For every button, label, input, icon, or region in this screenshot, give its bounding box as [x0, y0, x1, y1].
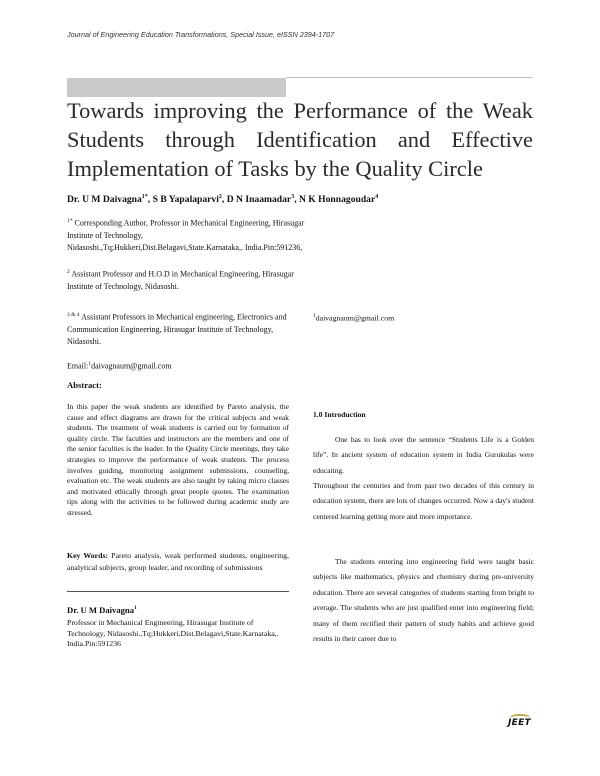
intro-paragraph-2: Throughout the centuries and from past two decades of this century in education system, there are lots of changes occurred. Now a day's student centered learning getting more and more importance.: [313, 481, 534, 521]
bio-author: [67, 605, 137, 615]
affiliation-2: [67, 266, 307, 293]
abstract-heading: Abstract:: [67, 380, 102, 390]
author-name: Dr. U M Daivagna: [67, 194, 142, 206]
logo-swoosh-icon: [510, 714, 530, 721]
keywords: [67, 550, 289, 575]
affiliation-1: [67, 215, 307, 254]
author-sep: ,: [147, 194, 153, 206]
bio-author-name: Dr. U M Daivagna: [67, 605, 134, 615]
title-line-1: Towards improving the Performance of the Weak: [67, 98, 533, 123]
affiliation-sup: 3 & 4: [67, 312, 80, 318]
affiliation-text: Assistant Professors in Mechanical engineering, Electronics and Communication Engineering, Hirasugar Institute of Technology, Nidasoshi.: [67, 312, 287, 346]
affiliation-text: Assistant Professor and H.O.D in Mechanical Engineering, Hirasugar Institute of Technology, Nidasoshi.: [67, 269, 294, 291]
contact-email: [67, 358, 307, 373]
title-line-2: Students through Identification and Effective: [67, 127, 533, 152]
journal-header: Journal of Engineering Education Transformations, Special Issue, eISSN 2394-1707: [67, 30, 335, 39]
jeet-logo: [508, 718, 534, 732]
header-band: [67, 78, 286, 97]
title-line-3: Implementation of Tasks by the Quality Circle: [67, 156, 483, 181]
keywords-text: Pareto analysis, weak performed students, engineering, analytical subjects, group leader, and recording of submissions: [67, 551, 289, 573]
affiliation-sup: 2: [67, 269, 70, 275]
author-sup: 3: [291, 194, 295, 200]
intro-paragraph-1: One has to look over the sentence “Students Life is a Golden life”. In ancient system of education system in India Gurukulas were educating.: [313, 435, 534, 475]
keywords-label: Key Words:: [67, 551, 109, 560]
author-name: S B Yapalaparvi: [152, 194, 219, 206]
author-sup: 4: [375, 194, 379, 200]
header-rule: [286, 77, 533, 78]
author-sep: ,: [294, 194, 299, 206]
email-sup: 1: [313, 313, 316, 319]
bio-separator: [67, 591, 289, 592]
email-link[interactable]: daivagnaum@gmail.com: [315, 313, 395, 323]
email-link[interactable]: daivagnaum@gmail.com: [91, 361, 172, 371]
author-sup: 1*: [141, 194, 148, 200]
paper-title: [67, 96, 533, 183]
email-label: Email:: [67, 361, 89, 371]
affiliation-3: [67, 309, 307, 348]
section-heading: 1.0 Introduction: [313, 410, 366, 419]
bio-text: Professor in Mechanical Engineering, Hirasugar Institute of Technology, Nidasoshi.,Tq;Hukkeri,Dist.Belagavi,State.Karnataka,. India.Pin:591236: [67, 618, 279, 649]
author-name: D N Inaamadar: [226, 194, 292, 206]
right-column-email: [313, 313, 394, 323]
abstract-text: In this paper the weak students are identified by Pareto analysis, the cause and effect diagrams are drawn for the critical subjects and weak students. The treatment of weak students is carried out by formation of quality circle. The faculties and instructors are the members and one of the senior faculties is the leader. In the Quality Circle meetings, they take strategies to improve the performance of weak students. The process involves guiding, monitoring assignment submissions, counseling, evaluation etc. The weak students are also taught by taking micro classes and motivated ethically through great people quotes. The examination tips along with the activities to be followed during academic study are stressed.: [67, 402, 289, 517]
author-sup: 2: [218, 194, 222, 200]
affiliation-text: Corresponding Author, Professor in Mechanical Engineering, Hirasugar Institute of Technology, Nidasoshi.,Tq;Hukkeri,Dist.Belagavi,State.Karnataka,. India.Pin:591236,: [67, 218, 305, 252]
author-sep: ,: [221, 194, 227, 206]
logo-text: JEET: [508, 718, 531, 728]
affiliation-sup: 1*: [67, 218, 73, 224]
email-sup: 1: [88, 361, 92, 367]
author-name: N K Honnagoudar: [298, 194, 376, 206]
bio-author-sup: 1: [134, 605, 137, 612]
intro-paragraph-3: The students entering into engineering field were taught basic subjects like mathematics, physics and chemistry during pre-university education. There are several categories of students starting from bright to average. The students who are just qualified enter into engineering field; many of them rectified their pattern of study habits and achieve good results in their career due to: [313, 557, 534, 644]
author-list: [67, 194, 533, 205]
